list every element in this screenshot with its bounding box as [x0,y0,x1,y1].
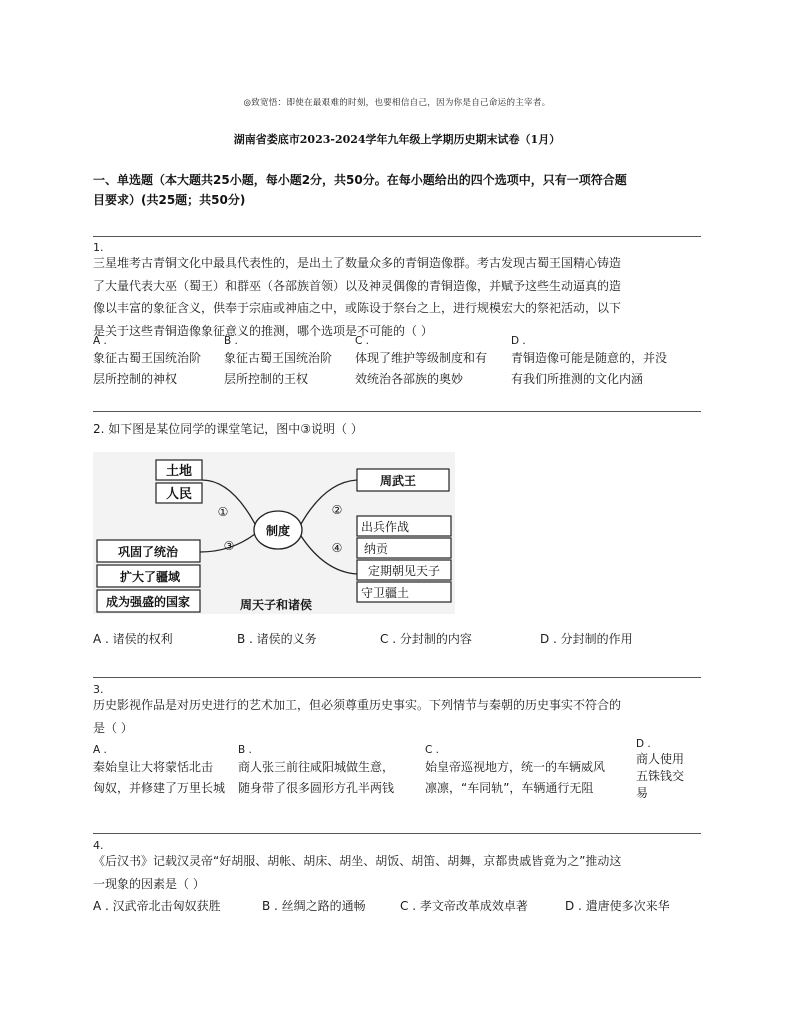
q4-stem [93,850,701,895]
option-text: 商人张三前往咸阳城做生意， [238,760,395,774]
option-text: 效统治各部族的奥妙 [355,371,464,386]
section-heading-line2: 目要求）(共25题；共50分) [93,193,246,207]
option-label: C . [425,744,440,756]
option-text: 随身带了很多圆形方孔半两钱 [238,780,395,795]
q1-option-a[interactable] [93,334,201,389]
q4-option-a[interactable]: A . 汉武帝北击匈奴获胜 [93,899,221,913]
mark-1: ① [217,505,229,519]
q4-stem-line: 《后汉书》记载汉灵帝“好胡服、胡帐、胡床、胡坐、胡饭、胡笛、胡舞，京都贵戚皆竟为之”推动这 [93,854,622,868]
q3-option-b[interactable] [238,743,394,798]
q2-option-c[interactable]: C . 分封制的内容 [380,632,472,646]
q3-option-c[interactable] [425,743,605,798]
center-system-text: 制度 [265,524,291,538]
option-text: 青铜造像可能是随意的，并没 [511,351,668,365]
box-tribute-text: 纳贡 [363,542,389,556]
box-people-text: 人民 [165,487,193,502]
q1-option-d[interactable] [511,334,667,389]
q1-stem-line: 是关于这些青铜造像象征意义的推测，哪个选项是不可能的（ ） [93,323,433,338]
box-expand-text: 扩大了疆域 [119,570,181,584]
q2-stem: 2. 如下图是某位同学的课堂笔记，图中③说明（ ） [93,422,363,436]
q3-option-d[interactable] [636,737,684,802]
q1-stem-line: 三星堆考古青铜文化中最具代表性的，是出土了数量众多的青铜造像群。考古发现古蜀王国精心铸造 [93,256,622,270]
option-label: A . [93,744,107,756]
q1-stem-line: 了大量代表大巫（蜀王）和群巫（各部族首领）以及神灵偶像的青铜造像，并赋予这些生动逼真的造 [93,278,622,293]
divider-q2 [93,411,701,412]
divider-q1 [93,236,701,237]
mark-3: ③ [223,539,235,553]
option-label: C . [355,335,370,347]
option-label: D . [636,738,651,750]
q4-stem-line: 一现象的因素是（ ） [93,876,205,891]
section-heading-line1: 一、单选题（本大题共25小题，每小题2分，共50分。在每小题给出的四个选项中，只有一项符合题 [93,173,627,187]
q1-option-b[interactable] [224,334,332,389]
divider-q4 [93,833,701,834]
q4-option-c[interactable]: C . 孝文帝改革成效卓著 [400,899,528,913]
diagram-caption: 周天子和诸侯 [239,598,313,612]
option-text: 凛凛，“车同轨”，车辆通行无阻 [425,780,594,795]
option-text: 层所控制的神权 [93,371,178,386]
q4-option-d[interactable]: D . 遣唐使多次来华 [565,899,670,913]
q3-stem [93,694,701,739]
divider-q3 [93,677,701,678]
mark-4: ④ [331,541,343,555]
section-heading [93,170,703,210]
option-text: 始皇帝巡视地方，统一的车辆威风 [425,760,606,774]
option-label: D . [511,335,526,347]
option-label: A . [93,335,107,347]
q4-number: 4. [93,839,104,852]
box-guard-text: 守卫疆土 [360,586,410,600]
option-text: 体现了维护等级制度和有 [355,351,488,365]
option-text: 象征古蜀王国统治阶 [224,351,333,365]
q2-option-d[interactable]: D . 分封制的作用 [540,632,633,646]
option-text: 象征古蜀王国统治阶 [93,351,202,365]
q2-mind-map [93,452,455,614]
option-text: 层所控制的王权 [224,371,309,386]
option-label: B . [224,335,238,347]
q2-option-b[interactable]: B . 诸侯的义务 [237,632,317,646]
exam-title: 湖南省娄底市2023-2024学年九年级上学期历史期末试卷（1月） [233,133,561,146]
q2-option-a[interactable]: A . 诸侯的权利 [93,632,173,646]
option-text: 易 [636,786,649,800]
option-text: 有我们所推测的文化内涵 [511,371,644,386]
option-text: 匈奴，并修建了万里长城 [93,780,226,795]
q4-option-b[interactable]: B . 丝绸之路的通畅 [262,899,366,913]
q3-number: 3. [93,683,104,696]
box-war-text: 出兵作战 [360,520,410,534]
box-consolidate-text: 巩固了统治 [117,545,179,559]
option-label: B . [238,744,252,756]
box-land-text: 土地 [165,464,193,479]
box-king-wu-text: 周武王 [379,474,417,488]
q3-stem-line: 是（ ） [93,720,133,735]
q1-stem-line: 像以丰富的象征含义，供奉于宗庙或神庙之中，或陈设于祭台之上，进行规模宏大的祭祀活动，以下 [93,301,622,315]
option-text: 商人使用 [636,752,685,766]
motto-line: ◎致宽悟：即使在最艰难的时刻，也要相信自己，因为你是自己命运的主宰者。 [243,98,551,108]
box-visit-text: 定期朝见天子 [367,564,441,578]
mark-2: ② [331,503,343,517]
q3-option-a[interactable] [93,743,225,798]
q1-stem [93,252,701,342]
q1-option-c[interactable] [355,334,487,389]
q1-number: 1. [93,241,104,254]
option-text: 秦始皇让大将蒙恬北击 [93,760,214,774]
option-text: 五铢钱交 [636,769,685,783]
box-strong-text: 成为强盛的国家 [105,595,191,609]
q3-stem-line: 历史影视作品是对历史进行的艺术加工，但必须尊重历史事实。下列情节与秦朝的历史事实不符合的 [93,698,622,712]
